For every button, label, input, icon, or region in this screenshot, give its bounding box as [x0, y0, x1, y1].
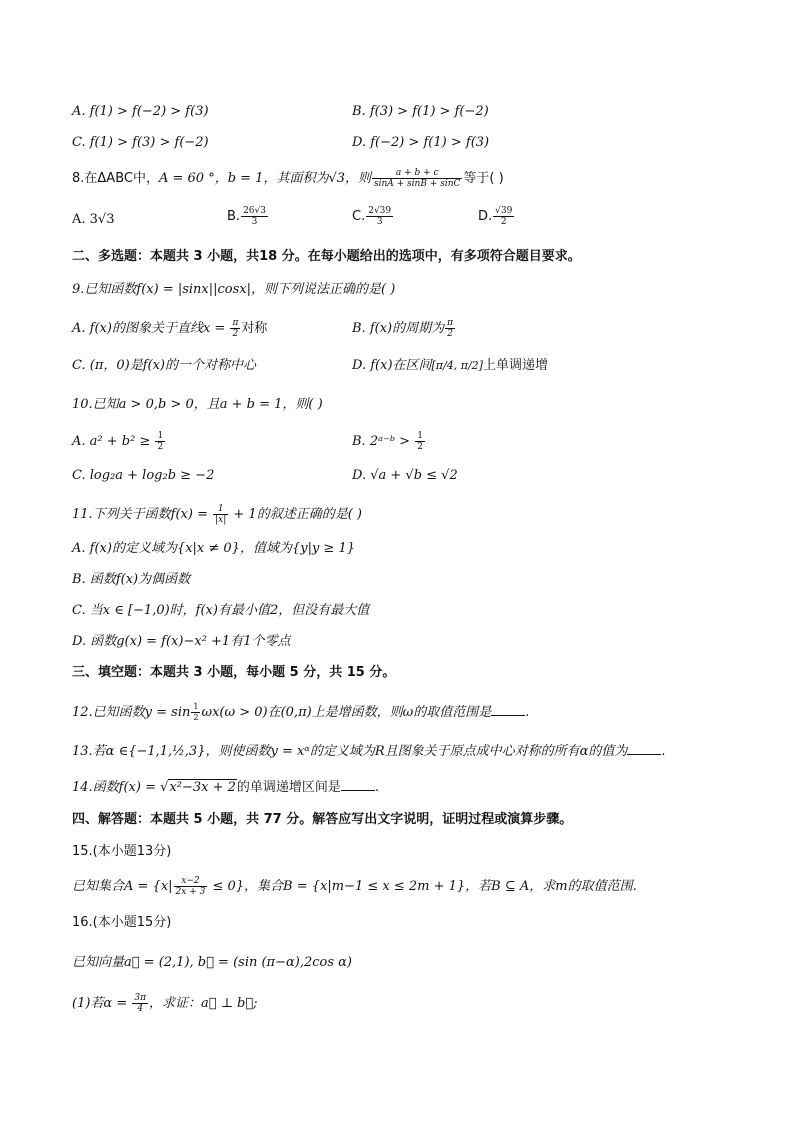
section-2-heading: 二、多选题：本题共 3 小题，共18 分。在每小题给出的选项中，有多项符合题目要求。 — [72, 249, 581, 264]
q11-stem: 11.下列关于函数f(x) = $\frac{1}{|x|}$ + 1的叙述正确的是( ) — [72, 504, 362, 525]
q10-stem: 10.已知a > 0,b > 0，且a + b = 1，则( ) — [72, 397, 323, 412]
q9-option-a: A. f(x)的图象关于直线x = $\frac{\pi}{2}$ 对称 — [72, 318, 268, 339]
q10-option-d: D. √a + √b ≤ √2 — [352, 468, 458, 483]
q14-answer-blank — [341, 778, 375, 791]
q9-option-b: B. f(x)的周期为 $\frac{\pi}{2}$ — [352, 318, 454, 339]
q8-stem: 8.在ΔABC中，A = 60 °，b = 1，其面积为√3，则 $\frac{a + b + c}{\sin A + \sin B + \sin C}$ 等于( ) — [72, 168, 504, 189]
q11-option-a: A. f(x)的定义域为{x|x ≠ 0}，值域为{y|y ≥ 1} — [72, 541, 355, 556]
q16-heading: 16.(本小题15分) — [72, 915, 172, 930]
q8-option-b: B. $\frac{26√3}{3}$ — [227, 206, 266, 227]
q9-option-c: C. (π，0)是f(x)的一个对称中心 — [72, 358, 256, 373]
q7-option-b: B. f(3) > f(1) > f(−2) — [352, 104, 489, 119]
q16-stem: 已知向量a⃗ = (2,1), b⃗ = (sin (π−α),2cos α) — [72, 955, 353, 970]
q7-option-c: C. f(1) > f(3) > f(−2) — [72, 135, 209, 150]
q10-option-b: B. 2ᵃ⁻ᵇ > $\frac{1}{2}$ — [352, 431, 423, 452]
q15-heading: 15.(本小题13分) — [72, 844, 172, 859]
q12-answer-blank — [491, 703, 525, 716]
q7-option-a: A. f(1) > f(−2) > f(3) — [72, 104, 209, 119]
q11-option-d: D. 函数g(x) = f(x)−x² +1有1个零点 — [72, 634, 291, 649]
q8-option-c: C. $\frac{2√39}{3}$ — [352, 206, 392, 227]
q10-option-c: C. log₂a + log₂b ≥ −2 — [72, 468, 215, 483]
q14-stem: 14.函数f(x) = √x²−3x + 2的单调递增区间是 . — [72, 780, 380, 795]
q13-answer-blank — [627, 742, 661, 755]
q9-option-d: D. f(x)在区间[π/4, π/2]上单调递增 — [352, 358, 548, 373]
q13-stem: 13.若α ∈{−1,1,½,3}，则使函数y = xᵅ的定义域为R且图象关于原点成中心对称的所有α的值为 . — [72, 744, 666, 759]
section-4-heading: 四、解答题：本题共 5 小题，共 77 分。解答应写出文字说明，证明过程或演算步骤。 — [72, 812, 573, 827]
q16-part-1: (1)若α = $\frac{3\pi}{4}$ ，求证：a⃗ ⊥ b⃗; — [72, 993, 258, 1014]
q8-option-d: D. $\frac{√39}{2}$ — [478, 206, 513, 227]
q11-option-b: B. 函数f(x)为偶函数 — [72, 572, 191, 587]
q8-fraction: $\frac{a + b + c}{\sin A + \sin B + \sin C}$ — [374, 168, 461, 189]
q10-option-a: A. a² + b² ≥ $\frac{1}{2}$ — [72, 431, 164, 452]
section-3-heading: 三、填空题：本题共 3 小题，每小题 5 分，共 15 分。 — [72, 665, 396, 680]
q15-stem: 已知集合A = {x| $\frac{x-2}{2x + 3}$ ≤ 0}，集合B = {x|m−1 ≤ x ≤ 2m + 1}，若B ⊆ A，求m的取值范围. — [72, 876, 637, 897]
q11-option-c: C. 当x ∈ [−1,0)时，f(x)有最小值2，但没有最大值 — [72, 603, 370, 618]
q8-option-a: A. 3√3 — [72, 212, 115, 227]
q12-stem: 12.已知函数y = sin $\frac{1}{2}$ ωx(ω > 0)在(0,π)上是增函数，则ω的取值范围是 . — [72, 702, 530, 722]
q9-stem: 9.已知函数f(x) = |sinx||cosx|，则下列说法正确的是( ) — [72, 282, 396, 297]
q7-option-d: D. f(−2) > f(1) > f(3) — [352, 135, 490, 150]
